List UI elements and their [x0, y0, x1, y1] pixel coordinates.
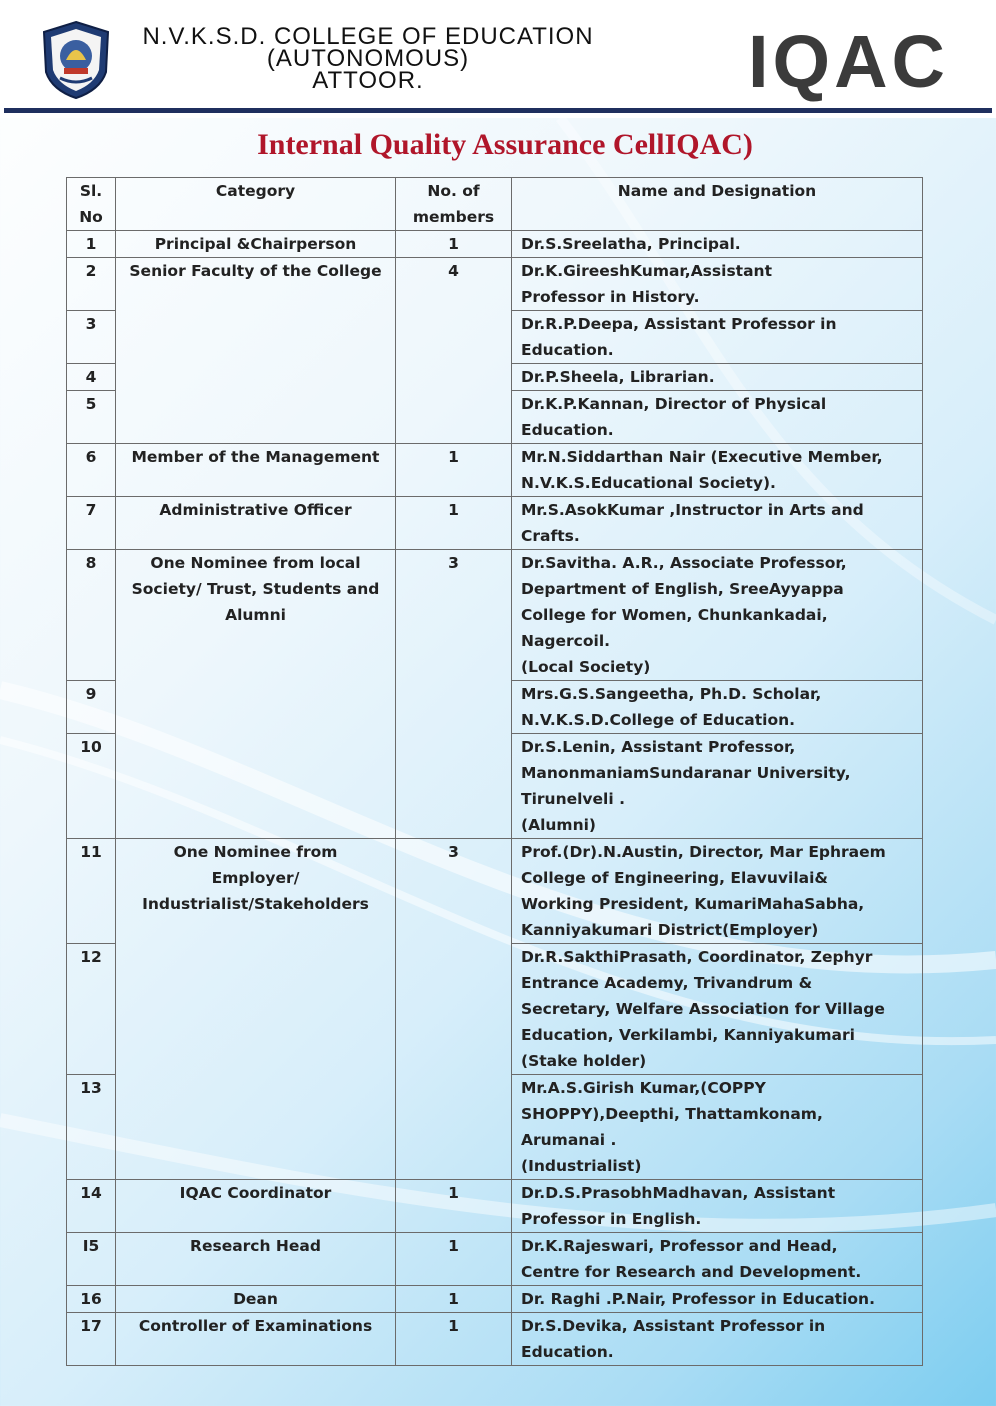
sl-no-cell: 11 — [67, 839, 116, 944]
college-line-1: N.V.K.S.D. COLLEGE OF EDUCATION — [142, 23, 594, 50]
sl-no-cell: 16 — [67, 1286, 116, 1313]
sl-no-cell: 2 — [67, 258, 116, 311]
name-designation-cell: Dr.S.Lenin, Assistant Professor, ManonmaniamSundaranar University, Tirunelveli . (Alumni) — [512, 734, 923, 839]
sl-no-cell: 3 — [67, 311, 116, 364]
category-cell: Senior Faculty of the College — [116, 258, 396, 444]
members-count-cell: 1 — [396, 231, 512, 258]
name-designation-cell: Dr.D.S.PrasobhMadhavan, Assistant Professor in English. — [512, 1180, 923, 1233]
sl-no-cell: 7 — [67, 497, 116, 550]
header-divider — [4, 108, 992, 113]
name-designation-cell: Dr.R.SakthiPrasath, Coordinator, Zephyr Entrance Academy, Trivandrum & Secretary, Welfare Association for Village Education, Verkilambi, Kanniyakumari (Stake holder) — [512, 944, 923, 1075]
sl-no-cell: I5 — [67, 1233, 116, 1286]
members-count-cell: 1 — [396, 1313, 512, 1366]
name-designation-cell: Dr.R.P.Deepa, Assistant Professor in Education. — [512, 311, 923, 364]
table-row — [67, 231, 923, 258]
category-cell: Member of the Management — [116, 444, 396, 497]
name-designation-cell: Dr.K.Rajeswari, Professor and Head, Centre for Research and Development. — [512, 1233, 923, 1286]
members-count-cell: 4 — [396, 258, 512, 444]
sl-no-cell: 6 — [67, 444, 116, 497]
name-designation-cell: Mrs.G.S.Sangeetha, Ph.D. Scholar, N.V.K.S.D.College of Education. — [512, 681, 923, 734]
iqac-members-table — [66, 177, 923, 1366]
header-members: No. of members — [396, 178, 512, 231]
category-cell: IQAC Coordinator — [116, 1180, 396, 1233]
members-count-cell: 1 — [396, 1180, 512, 1233]
table-row — [67, 1286, 923, 1313]
name-designation-cell: Dr.K.P.Kannan, Director of Physical Education. — [512, 391, 923, 444]
table-row — [67, 258, 923, 311]
page-title: Internal Quality Assurance CellIQAC) — [257, 128, 753, 161]
category-cell: Administrative Officer — [116, 497, 396, 550]
members-count-cell: 1 — [396, 497, 512, 550]
name-designation-cell: Mr.A.S.Girish Kumar,(COPPY SHOPPY),Deepthi, Thattamkonam, Arumanai . (Industrialist) — [512, 1075, 923, 1180]
name-designation-cell: Dr.S.Devika, Assistant Professor in Education. — [512, 1313, 923, 1366]
table-row — [67, 1233, 923, 1286]
college-line-2: (AUTONOMOUS) — [266, 45, 470, 72]
iqac-brand: IQAC — [748, 20, 949, 103]
table-body — [67, 231, 923, 1366]
category-cell: Dean — [116, 1286, 396, 1313]
table-row — [67, 444, 923, 497]
sl-no-cell: 17 — [67, 1313, 116, 1366]
college-name — [118, 23, 618, 94]
members-count-cell: 3 — [396, 839, 512, 1180]
header-category: Category — [116, 178, 396, 231]
members-count-cell: 1 — [396, 1233, 512, 1286]
college-line-3: ATTOOR. — [312, 67, 424, 94]
name-designation-cell: Mr.N.Siddarthan Nair (Executive Member, N.V.K.S.Educational Society). — [512, 444, 923, 497]
sl-no-cell: 12 — [67, 944, 116, 1075]
category-cell: Research Head — [116, 1233, 396, 1286]
category-cell: Controller of Examinations — [116, 1313, 396, 1366]
name-designation-cell: Dr.S.Sreelatha, Principal. — [512, 231, 923, 258]
table-row — [67, 1313, 923, 1366]
sl-no-cell: 13 — [67, 1075, 116, 1180]
page-header — [0, 0, 996, 118]
name-designation-cell: Dr.Savitha. A.R., Associate Professor, Department of English, SreeAyyappa College for Women, Chunkankadai, Nagercoil. (Local Society) — [512, 550, 923, 681]
name-designation-cell: Mr.S.AsokKumar ,Instructor in Arts and Crafts. — [512, 497, 923, 550]
members-count-cell: 3 — [396, 550, 512, 839]
members-count-cell: 1 — [396, 444, 512, 497]
sl-no-cell: 5 — [67, 391, 116, 444]
sl-no-cell: 4 — [67, 364, 116, 391]
table-row — [67, 497, 923, 550]
sl-no-cell: 10 — [67, 734, 116, 839]
category-cell: One Nominee from Employer/ Industrialist/Stakeholders — [116, 839, 396, 1180]
table-row — [67, 839, 923, 944]
category-cell: Principal &Chairperson — [116, 231, 396, 258]
members-count-cell: 1 — [396, 1286, 512, 1313]
table-header-row — [67, 178, 923, 231]
name-designation-cell: Dr. Raghi .P.Nair, Professor in Education. — [512, 1286, 923, 1313]
college-emblem-icon — [40, 20, 112, 100]
category-cell: One Nominee from local Society/ Trust, Students and Alumni — [116, 550, 396, 839]
name-designation-cell: Prof.(Dr).N.Austin, Director, Mar Ephraem College of Engineering, Elavuvilai& Working President, KumariMahaSabha, Kanniyakumari District(Employer) — [512, 839, 923, 944]
header-sl-no: Sl. No — [67, 178, 116, 231]
table-row — [67, 550, 923, 681]
sl-no-cell: 8 — [67, 550, 116, 681]
table-row — [67, 1180, 923, 1233]
sl-no-cell: 9 — [67, 681, 116, 734]
sl-no-cell: 1 — [67, 231, 116, 258]
name-designation-cell: Dr.K.GireeshKumar,Assistant Professor in History. — [512, 258, 923, 311]
header-name-designation: Name and Designation — [512, 178, 923, 231]
sl-no-cell: 14 — [67, 1180, 116, 1233]
name-designation-cell: Dr.P.Sheela, Librarian. — [512, 364, 923, 391]
